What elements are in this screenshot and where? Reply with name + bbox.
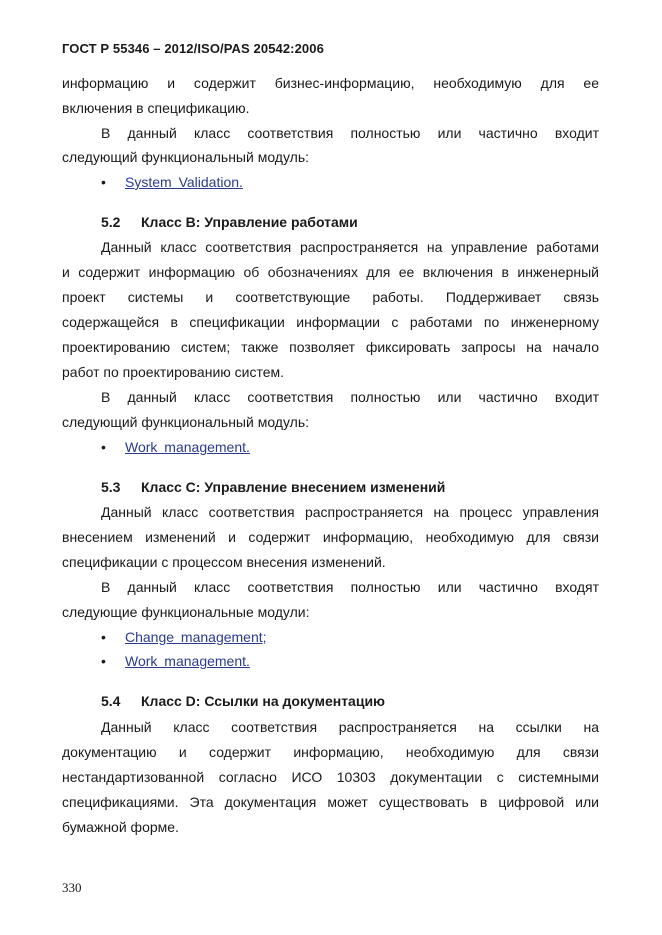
list-item [101, 628, 267, 646]
section-title: Класс B: Управление работами [141, 214, 358, 230]
bullet-icon: • [101, 629, 106, 645]
module-link-work-management[interactable]: Work management. [125, 653, 250, 669]
text-line: следующие функциональные модули: [62, 604, 310, 620]
bullet-icon: • [101, 174, 106, 190]
bullet-icon: • [101, 439, 106, 455]
section-number: 5.4 [101, 693, 121, 709]
section-heading-5-2 [101, 213, 358, 231]
text-line: В данный класс соответствия полностью или частично входит [101, 125, 599, 141]
text-line: Данный класс соответствия распространяется на процесс управления [101, 504, 599, 520]
text-line: Данный класс соответствия распространяется на управление работами [101, 239, 599, 255]
module-link-work-management[interactable]: Work management. [125, 439, 250, 455]
list-item [101, 173, 243, 191]
list-item [101, 652, 250, 670]
text-line: проектированию систем; также позволяет фиксировать запросы на начало [62, 339, 599, 355]
module-link-system-validation[interactable]: System Validation. [125, 174, 243, 190]
text-line: спецификации с процессом внесения изменений. [62, 554, 386, 570]
section-number: 5.2 [101, 214, 121, 230]
module-link-change-management[interactable]: Change management; [125, 629, 267, 645]
list-item [101, 438, 250, 456]
text-line: документацию и содержит информацию, необходимую для связи [62, 744, 599, 760]
text-line: и содержит информацию об обозначениях для ее включения в инженерный [62, 264, 599, 280]
text-line: содержащейся в спецификации информации с работами по инженерному [62, 314, 599, 330]
section-title: Класс D: Ссылки на документацию [141, 693, 386, 709]
text-line: включения в спецификацию. [62, 100, 250, 116]
text-line: спецификациями. Эта документация может существовать в цифровой или [62, 794, 599, 810]
text-line: нестандартизованной согласно ИСО 10303 документации с системными [62, 769, 599, 785]
section-heading-5-4 [101, 692, 385, 710]
text-line: Данный класс соответствия распространяется на ссылки на [101, 719, 599, 735]
text-line: следующий функциональный модуль: [62, 149, 310, 165]
text-line: бумажной форме. [62, 819, 179, 835]
document-header: ГОСТ Р 55346 – 2012/ISO/PAS 20542:2006 [62, 41, 324, 56]
text-line: проект системы и соответствующие работы. Поддерживает связь [62, 289, 599, 305]
page-number: 330 [62, 880, 82, 895]
section-title: Класс C: Управление внесением изменений [141, 479, 446, 495]
text-line: внесением изменений и содержит информацию, необходимую для связи [62, 529, 599, 545]
bullet-icon: • [101, 653, 106, 669]
text-line: работ по проектированию систем. [62, 364, 285, 380]
text-line: В данный класс соответствия полностью или частично входят [101, 579, 599, 595]
text-line: информацию и содержит бизнес-информацию, необходимую для ее [62, 75, 599, 91]
text-line: В данный класс соответствия полностью или частично входит [101, 389, 599, 405]
section-number: 5.3 [101, 479, 121, 495]
section-heading-5-3 [101, 478, 445, 496]
text-line: следующий функциональный модуль: [62, 414, 310, 430]
